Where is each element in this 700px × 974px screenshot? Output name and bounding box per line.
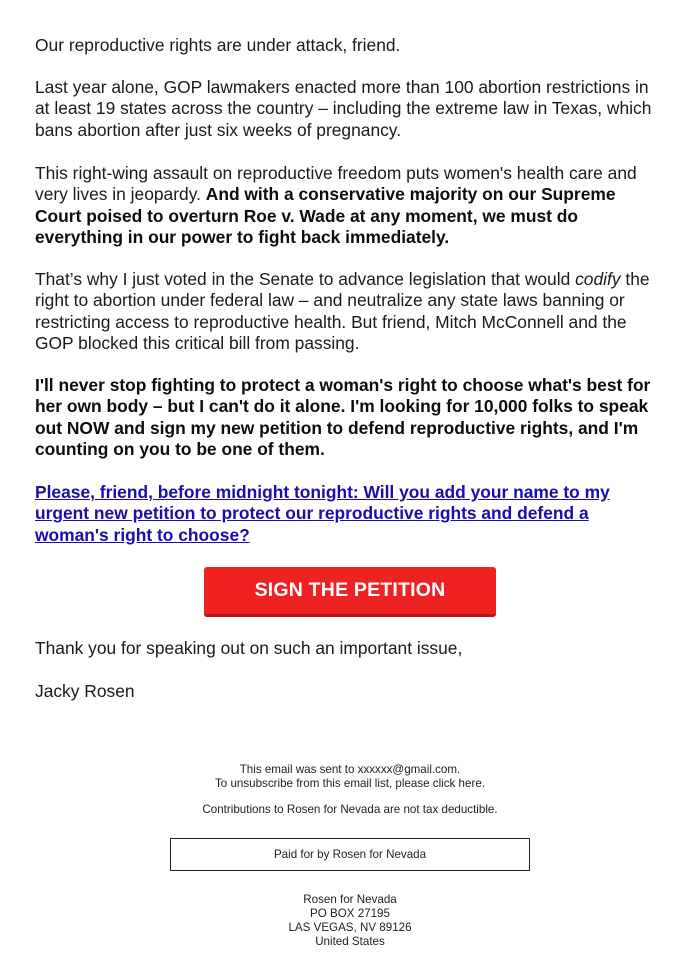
paid-for-text: Paid for by Rosen for Nevada [273,848,427,861]
sent-to-suffix: . [457,763,461,776]
assault-paragraph [35,163,665,249]
unsubscribe-link[interactable]: click here [432,777,482,790]
stats-paragraph: Last year alone, GOP lawmakers enacted more than 100 abortion restrictions in at least 19 states across the country – including the extreme law in Texas, which bans abortion after just six weeks of pregnancy. [35,77,652,140]
unsubscribe-prefix: To unsubscribe from this email list, please [215,777,433,790]
assault-plain-text: This right-wing assault on reproductive freedom puts women's health care and very lives in jeopardy. [35,163,637,205]
sign-petition-button[interactable]: SIGN THE PETITION [204,567,496,617]
footer-sent-to [0,763,700,777]
footer-unsubscribe [0,777,700,791]
footer-address [0,893,700,949]
address-line: Rosen for Nevada [303,893,397,906]
senate-text-end: the right to abortion under federal law – and neutralize any state laws banning or restricting access to reproductive health. But friend, Mitch McConnell and the GOP blocked this critical bill from passing. [35,269,650,354]
address-line: LAS VEGAS, NV 89126 [288,921,412,934]
greeting-paragraph: Our reproductive rights are under attack, friend. [35,35,401,55]
assault-bold-text: And with a conservative majority on our Supreme Court poised to overturn Roe v. Wade at any moment, we must do everything in our power to fight back immediately. [35,184,616,248]
unsubscribe-suffix: . [481,777,485,790]
ask-paragraph: I'll never stop fighting to protect a woman's right to choose what's best for her own body – but I can't do it alone. I'm looking for 10,000 folks to speak out NOW and sign my new petition to defend reproductive rights, and I'm counting on you to be one of them. [35,375,651,460]
address-line: United States [315,935,385,948]
paid-for-box [170,838,530,871]
senate-paragraph [35,269,665,355]
signature: Jacky Rosen [35,681,135,701]
closing-paragraph: Thank you for speaking out on such an important issue, [35,638,463,658]
address-line: PO BOX 27195 [310,907,390,920]
petition-link-paragraph [35,482,665,546]
senate-text-start: That’s why I just voted in the Senate to advance legislation that would [35,269,576,289]
senate-italic-text: codify [575,269,621,289]
sent-to-prefix: This email was sent to [239,763,358,776]
recipient-email: xxxxxx@gmail.com [357,763,458,776]
petition-link[interactable]: Please, friend, before midnight tonight: Will you add your name to my urgent new petition to protect our reproductive rights and defend a woman's right to choose? [35,482,610,545]
footer-contributions-notice: Contributions to Rosen for Nevada are not tax deductible. [202,803,498,816]
